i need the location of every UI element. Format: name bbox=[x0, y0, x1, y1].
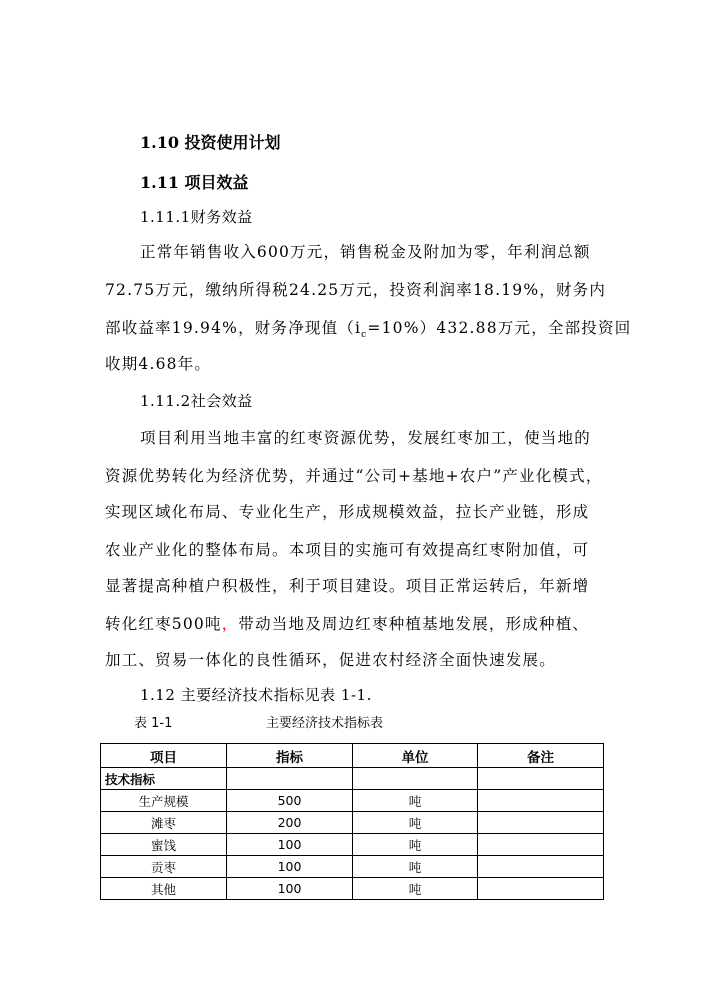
soc-para-line-1: 项目利用当地丰富的红枣资源优势，发展红枣加工，使当地的 bbox=[140, 429, 591, 447]
highlighted-comma: ， bbox=[221, 615, 239, 633]
soc-para-line-2: 资源优势转化为经济优势，并通过“公司+基地+农户”产业化模式， bbox=[105, 467, 603, 485]
row-unit: 吨 bbox=[353, 878, 478, 900]
fin-para-line-2: 72.75万元，缴纳所得税24.25万元，投资利润率18.19%，财务内 bbox=[105, 281, 607, 299]
soc-para-line-3: 实现区域化布局、专业化生产，形成规模效益，拉长产业链，形成 bbox=[105, 503, 590, 521]
soc-para-line-6 bbox=[105, 612, 589, 634]
row-note bbox=[478, 878, 604, 900]
soc-para-line-6b: 带动当地及周边红枣种植基地发展，形成种植、 bbox=[238, 615, 590, 633]
row-unit: 吨 bbox=[353, 856, 478, 878]
row-item: 其他 bbox=[101, 878, 227, 900]
header-note: 备注 bbox=[478, 744, 604, 768]
row-note bbox=[478, 856, 604, 878]
heading-1-11-1: 1.11.1财务效益 bbox=[140, 208, 253, 226]
table-header-row bbox=[101, 744, 604, 768]
table-number: 表 1-1 bbox=[134, 716, 173, 731]
row-note bbox=[478, 790, 604, 812]
row-value: 200 bbox=[227, 812, 353, 834]
heading-1-11: 1.11 项目效益 bbox=[140, 173, 249, 192]
heading-1-10: 1.10 投资使用计划 bbox=[140, 133, 281, 152]
row-value: 100 bbox=[227, 856, 353, 878]
fin-para-line-4: 收期4.68年。 bbox=[105, 355, 212, 373]
indicator-table bbox=[100, 743, 604, 900]
table-row bbox=[101, 878, 604, 900]
row-unit: 吨 bbox=[353, 790, 478, 812]
row-value: 100 bbox=[227, 834, 353, 856]
row-item: 蜜饯 bbox=[101, 834, 227, 856]
table-group-row bbox=[101, 768, 604, 790]
row-unit: 吨 bbox=[353, 812, 478, 834]
row-unit: 吨 bbox=[353, 834, 478, 856]
row-note bbox=[478, 812, 604, 834]
fin-para-line-1: 正常年销售收入600万元，销售税金及附加为零，年利润总额 bbox=[140, 243, 591, 261]
row-item: 贡枣 bbox=[101, 856, 227, 878]
header-indicator: 指标 bbox=[227, 744, 353, 768]
heading-1-11-2: 1.11.2社会效益 bbox=[140, 392, 253, 410]
table-row bbox=[101, 834, 604, 856]
row-value: 100 bbox=[227, 878, 353, 900]
header-unit: 单位 bbox=[353, 744, 478, 768]
row-item: 滩枣 bbox=[101, 812, 227, 834]
soc-para-line-6a: 转化红枣500吨 bbox=[105, 615, 222, 633]
group-label: 技术指标 bbox=[101, 768, 227, 790]
soc-para-line-5: 显著提高种植户积极性，利于项目建设。项目正常运转后，年新增 bbox=[105, 577, 590, 595]
table-row bbox=[101, 812, 604, 834]
heading-1-12: 1.12 主要经济技术指标见表 1-1. bbox=[140, 686, 372, 704]
fin-para-line-3 bbox=[105, 316, 631, 340]
soc-para-line-7: 加工、贸易一体化的良性循环，促进农村经济全面快速发展。 bbox=[105, 651, 556, 669]
row-item: 生产规模 bbox=[101, 790, 227, 812]
row-note bbox=[478, 834, 604, 856]
subscript-c: c bbox=[361, 330, 368, 341]
table-row bbox=[101, 856, 604, 878]
table-title: 主要经济技术指标表 bbox=[266, 716, 384, 731]
fin-para-line-3b: =10%）432.88万元，全部投资回 bbox=[367, 319, 632, 337]
soc-para-line-4: 农业产业化的整体布局。本项目的实施可有效提高红枣附加值，可 bbox=[105, 541, 590, 559]
row-value: 500 bbox=[227, 790, 353, 812]
fin-para-line-3a: 部收益率19.94%，财务净现值（i bbox=[105, 319, 362, 337]
header-item: 项目 bbox=[101, 744, 227, 768]
table-row bbox=[101, 790, 604, 812]
